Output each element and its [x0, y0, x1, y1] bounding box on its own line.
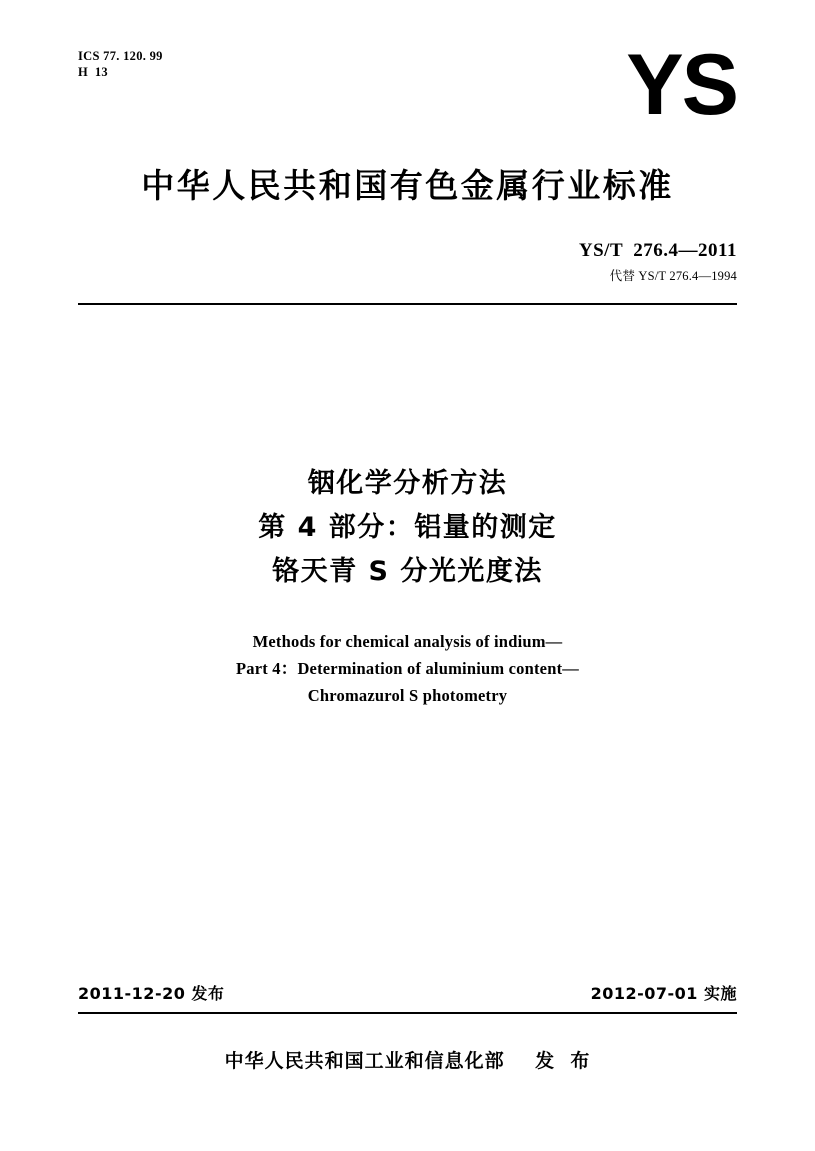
english-title-line-1: Methods for chemical analysis of indium— — [252, 632, 563, 651]
english-title-line-2: Part 4：Determination of aluminium content— — [236, 659, 579, 678]
chinese-title — [0, 462, 815, 594]
authority-title: 中华人民共和国有色金属行业标准 — [141, 166, 674, 205]
standard-replaces: 代替 YS/T 276.4—1994 — [609, 269, 737, 283]
chinese-title-line-2: 第 4 部分：铝量的测定 — [258, 512, 557, 543]
footer-divider — [78, 1012, 737, 1014]
standard-number: YS/T 276.4—2011 — [578, 240, 737, 261]
effective-date: 2012-07-01 实施 — [590, 984, 737, 1003]
ics-code: ICS 77. 120. 99 — [78, 49, 163, 63]
issue-date: 2011-12-20 发布 — [78, 984, 225, 1003]
english-title — [0, 628, 815, 709]
header-divider — [78, 303, 737, 305]
english-title-line-3: Chromazurol S photometry — [307, 686, 508, 705]
standard-number-block — [579, 240, 737, 284]
chinese-title-line-3: 铬天青 S 分光光度法 — [272, 556, 543, 587]
classification-code: H 13 — [78, 65, 108, 79]
chinese-title-line-1: 铟化学分析方法 — [307, 468, 508, 499]
ics-classification-block — [78, 48, 163, 80]
ys-logo: YS — [626, 37, 737, 133]
publisher: 中华人民共和国工业和信息化部 发 布 — [224, 1050, 591, 1072]
